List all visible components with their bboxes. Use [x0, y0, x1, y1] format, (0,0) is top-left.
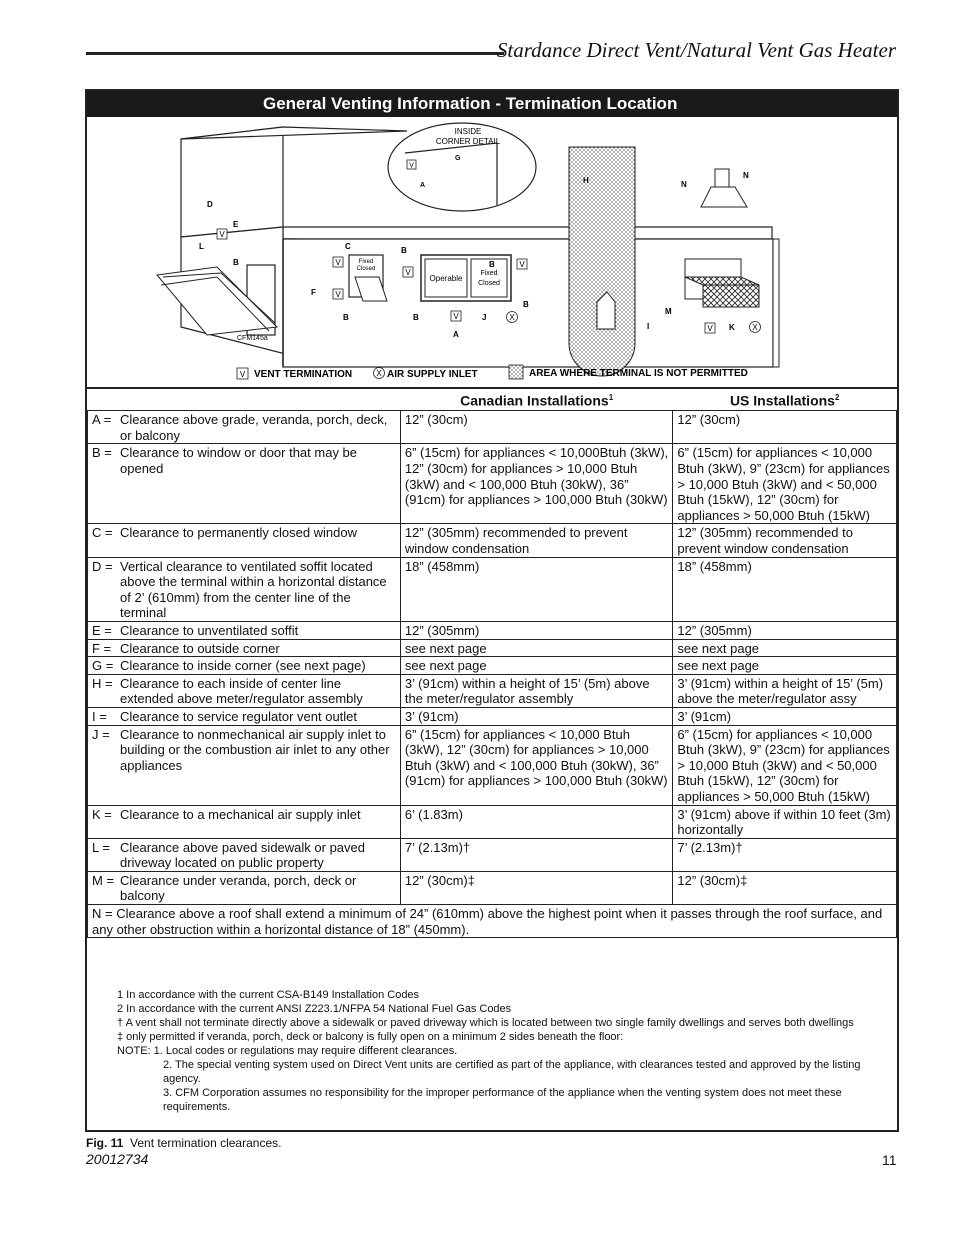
document-number: 20012734	[86, 1151, 149, 1167]
termination-location-figure	[85, 89, 899, 1132]
us-value: see next page	[673, 657, 897, 675]
note-1: NOTE: 1. Local codes or regulations may require different clearances.	[117, 1045, 458, 1057]
footnotes	[117, 988, 887, 1114]
label-h: H	[583, 176, 589, 185]
legend-vent-symbol: V	[239, 370, 246, 379]
header-us-sup: 2	[834, 393, 840, 402]
table-header-row	[88, 389, 897, 411]
footnote-double-dagger: ‡ only permitted if veranda, porch, deck or balcony is fully open on a minimum 2 sides beneath the floor:	[117, 1031, 624, 1043]
label-b-4: B	[413, 313, 419, 322]
clearance-letter: E =	[92, 622, 112, 638]
canadian-value: 12” (30cm)‡	[400, 871, 672, 904]
label-c: C	[345, 242, 351, 251]
table-body	[88, 411, 897, 938]
venting-diagram	[87, 117, 897, 389]
clearance-letter: D =	[92, 558, 113, 574]
us-value: 12” (30cm)	[673, 411, 897, 444]
canadian-value: 7’ (2.13m)†	[400, 838, 672, 871]
canadian-value: 12” (305mm) recommended to prevent window condensation	[400, 524, 672, 557]
legend-air-symbol: X	[376, 369, 382, 378]
clearance-letter: A =	[92, 412, 112, 428]
legend-vent-label: VENT TERMINATION	[254, 369, 353, 380]
vent-symbol-2: V	[335, 258, 341, 267]
us-value: 3’ (91cm) within a height of 15’ (5m) above the meter/regulator assy	[673, 674, 897, 707]
vent-symbol-6: V	[453, 312, 459, 321]
figure-label: Fig. 11	[86, 1136, 124, 1150]
table-row	[88, 725, 897, 805]
label-e: E	[233, 220, 239, 229]
header-blank	[88, 389, 401, 411]
fixed-label-1: Fixed	[358, 259, 374, 265]
table-row	[88, 871, 897, 904]
corner-vent-symbol: V	[409, 162, 414, 170]
clearance-description: Clearance to a mechanical air supply inlet	[120, 806, 361, 822]
label-k: K	[729, 323, 735, 332]
header-us-text: US Installations	[729, 392, 835, 409]
air-inlet-symbol-2: X	[752, 323, 758, 332]
canadian-value: 12” (305mm)	[400, 621, 672, 639]
table-row	[88, 674, 897, 707]
vent-symbol-3: V	[335, 290, 341, 299]
clearance-description-cell	[88, 725, 401, 805]
header-canadian	[400, 389, 672, 411]
clearance-description-cell	[88, 444, 401, 524]
vent-symbol-7: V	[707, 324, 713, 333]
page-number: 11	[882, 1152, 897, 1168]
clearance-letter: L =	[92, 839, 110, 855]
label-b-2: B	[343, 313, 349, 322]
footnote-1: 1 In accordance with the current CSA-B149 Installation Codes	[117, 989, 420, 1001]
canadian-value: 12” (30cm)	[400, 411, 672, 444]
clearance-description: Clearance to each inside of center line extended above meter/regulator assembly	[120, 675, 363, 707]
clearance-letter: C =	[92, 525, 113, 541]
label-f: F	[311, 288, 316, 297]
table-row	[88, 639, 897, 657]
fixed-label-2: Closed	[356, 266, 376, 272]
us-value: see next page	[673, 639, 897, 657]
table-row	[88, 707, 897, 725]
vent-symbol-5: V	[519, 260, 525, 269]
table-row	[88, 524, 897, 557]
header-canadian-sup: 1	[608, 393, 614, 402]
canadian-value: 3’ (91cm) within a height of 15’ (5m) above the meter/regulator assembly	[400, 674, 672, 707]
header-us	[673, 389, 897, 411]
us-value: 18” (458mm)	[673, 557, 897, 621]
clearance-description: Clearance above paved sidewalk or paved driveway located on public property	[120, 839, 365, 871]
window-fixed-left	[349, 255, 387, 301]
clearance-description-cell	[88, 411, 401, 444]
left-wall	[157, 227, 297, 357]
building-illustration	[87, 117, 897, 389]
table-row	[88, 838, 897, 871]
roof-clearance-text: N = Clearance above a roof shall extend a minimum of 24” (610mm) above the highest point when it passes through the roof surface, and any other obstruction within a horizontal distance of 18” (450mm).	[88, 905, 897, 938]
clearance-letter: H =	[92, 675, 113, 691]
label-l: L	[199, 242, 204, 251]
table-row	[88, 621, 897, 639]
header-canadian-text: Canadian Installations	[460, 392, 609, 409]
canadian-value: 3’ (91cm)	[400, 707, 672, 725]
label-a-corner: A	[420, 182, 426, 189]
note-3: 3. CFM Corporation assumes no responsibility for the improper performance of the appliance when the venting system does not meet these requirements.	[163, 1087, 842, 1113]
air-inlet-symbol-1: X	[509, 313, 515, 322]
operable-label: Operable	[429, 274, 463, 283]
clearance-description-cell	[88, 524, 401, 557]
clearance-letter: F =	[92, 640, 112, 656]
table-row	[88, 805, 897, 838]
table-row	[88, 411, 897, 444]
us-value: 3’ (91cm) above if within 10 feet (3m) horizontally	[673, 805, 897, 838]
canadian-value: 6” (15cm) for appliances < 10,000 Btuh (3kW), 12” (30cm) for appliances > 10,000 Btuh (3kW) and < 100,000 Btuh (30kW), 36” (91cm) for appliances > 100,000 Btuh (30kW)	[400, 725, 672, 805]
section-title: General Venting Information - Termination Location	[87, 91, 897, 117]
vent-symbol-1: V	[219, 230, 225, 239]
clearance-letter: G =	[92, 658, 114, 674]
clearance-description: Clearance to unventilated soffit	[120, 622, 299, 638]
fixed-label-4: Closed	[478, 280, 500, 287]
label-b-1: B	[233, 258, 239, 267]
clearance-letter: M =	[92, 872, 115, 888]
us-value: 6” (15cm) for appliances < 10,000 Btuh (3kW), 9” (23cm) for appliances > 10,000 Btuh (3kW) and < 50,000 Btuh (15kW), 12” (30cm) for appliances > 50,000 Btuh (15kW)	[673, 725, 897, 805]
fixed-label-3: Fixed	[480, 270, 498, 277]
canadian-value: see next page	[400, 657, 672, 675]
roof-vent	[681, 169, 749, 207]
clearance-description-cell	[88, 621, 401, 639]
us-value: 12” (305mm)	[673, 621, 897, 639]
clearance-description-cell	[88, 805, 401, 838]
clearance-description-cell	[88, 707, 401, 725]
label-b-5: B	[489, 260, 495, 269]
inside-corner-detail	[388, 123, 536, 211]
us-value: 6” (15cm) for appliances < 10,000 Btuh (3kW), 9” (23cm) for appliances > 10,000 Btuh (3kW) and < 50,000 Btuh (15kW), 12” (30cm) for appliances > 50,000 Btuh (15kW)	[673, 444, 897, 524]
clearance-description-cell	[88, 639, 401, 657]
clearance-description: Clearance to service regulator vent outlet	[120, 708, 358, 724]
clearance-description: Vertical clearance to ventilated soffit located above the terminal within a horizontal distance of 2’ (610mm) from the center line of the terminal	[120, 558, 387, 621]
us-value: 3’ (91cm)	[673, 707, 897, 725]
clearance-letter: B =	[92, 445, 112, 461]
canadian-value: see next page	[400, 639, 672, 657]
inside-corner-label-1: INSIDE	[454, 127, 482, 136]
figure-code: CFM145a	[237, 335, 268, 342]
clearance-letter: J =	[92, 726, 110, 742]
label-b-3: B	[401, 246, 407, 255]
label-b-6: B	[523, 300, 529, 309]
clearance-description-cell	[88, 557, 401, 621]
label-n-left: N	[681, 180, 687, 189]
clearance-description: Clearance to outside corner	[120, 640, 280, 656]
figure-caption	[86, 1136, 281, 1150]
legend-area-label: AREA WHERE TERMINAL IS NOT PERMITTED	[529, 368, 748, 379]
canadian-value: 18” (458mm)	[400, 557, 672, 621]
legend-air-label: AIR SUPPLY INLET	[387, 369, 478, 380]
clearance-letter: K =	[92, 806, 112, 822]
table-row-n	[88, 905, 897, 938]
label-g: G	[455, 155, 461, 162]
note-2: 2. The special venting system used on Direct Vent units are certified as part of the appliance, with clearances tested and approved by the listing agency.	[163, 1059, 861, 1085]
canadian-value: 6” (15cm) for appliances < 10,000Btuh (3kW), 12” (30cm) for appliances > 10,000 Btuh (3kW) and < 100,000 Btuh (30kW), 36” (91cm) for appliances > 100,000 Btuh (30kW)	[400, 444, 672, 524]
table-row	[88, 557, 897, 621]
label-d: D	[207, 200, 213, 209]
vent-symbol-4: V	[405, 268, 411, 277]
label-a: A	[453, 330, 459, 339]
clearance-description-cell	[88, 657, 401, 675]
clearance-description-cell	[88, 838, 401, 871]
table-row	[88, 444, 897, 524]
clearance-table	[87, 389, 897, 938]
clearance-letter: I =	[92, 708, 107, 724]
page-header-title: Stardance Direct Vent/Natural Vent Gas Heater	[496, 38, 896, 62]
us-value: 7’ (2.13m)†	[673, 838, 897, 871]
clearance-description-cell	[88, 674, 401, 707]
label-j: J	[482, 313, 487, 322]
clearance-description: Clearance under veranda, porch, deck or balcony	[120, 872, 357, 904]
header-rule	[86, 52, 504, 55]
label-n-right: N	[743, 171, 749, 180]
label-m: M	[665, 307, 672, 316]
window-operable	[421, 255, 511, 301]
canadian-value: 6’ (1.83m)	[400, 805, 672, 838]
table-row	[88, 657, 897, 675]
clearance-description-cell	[88, 871, 401, 904]
us-value: 12” (305mm) recommended to prevent window condensation	[673, 524, 897, 557]
figure-text: Vent termination clearances.	[130, 1136, 282, 1150]
label-i: I	[647, 322, 650, 331]
footnote-2: 2 In accordance with the current ANSI Z223.1/NFPA 54 National Fuel Gas Codes	[117, 1003, 512, 1015]
clearance-description: Clearance to inside corner (see next page)	[120, 658, 366, 674]
clearance-description: Clearance above grade, veranda, porch, deck, or balcony	[120, 412, 388, 443]
footnote-dagger: † A vent shall not terminate directly above a sidewalk or paved driveway which is located between two single family dwellings and serves both dwellings	[117, 1017, 854, 1029]
us-value: 12” (30cm)‡	[673, 871, 897, 904]
clearance-description: Clearance to window or door that may be opened	[120, 445, 358, 477]
clearance-description: Clearance to permanently closed window	[120, 525, 358, 541]
clearance-description: Clearance to nonmechanical air supply inlet to building or the combustion air inlet to any other appliances	[120, 726, 390, 773]
inside-corner-label-2: CORNER DETAIL	[435, 137, 501, 146]
